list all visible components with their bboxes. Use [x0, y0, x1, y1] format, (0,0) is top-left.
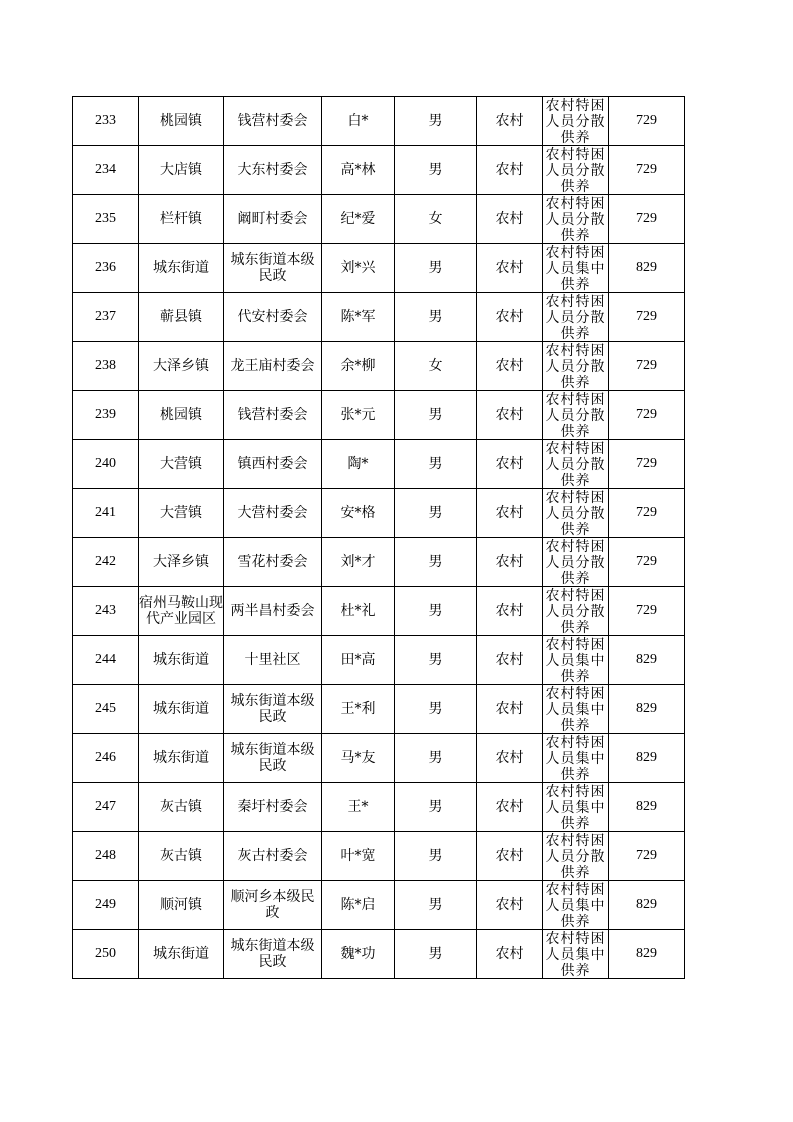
serial-number-cell: 239: [73, 391, 139, 440]
table-row: [73, 538, 685, 587]
support-type-text: 农村特困人员集中供养: [545, 784, 606, 831]
gender-cell: 男: [395, 636, 477, 685]
township-cell: 大营镇: [139, 489, 224, 538]
amount-cell: 729: [609, 587, 685, 636]
support-type-text: 农村特困人员集中供养: [545, 931, 606, 978]
residence-type-cell: 农村: [477, 685, 543, 734]
person-name-cell: 王*: [322, 783, 395, 832]
person-name-cell: 陈*启: [322, 881, 395, 930]
residence-type-cell: 农村: [477, 832, 543, 881]
village-unit-cell: 顺河乡本级民政: [224, 881, 322, 930]
village-unit-cell: 大营村委会: [224, 489, 322, 538]
support-type-cell: [543, 293, 609, 342]
amount-cell: 829: [609, 636, 685, 685]
serial-number-cell: 234: [73, 146, 139, 195]
gender-cell: 男: [395, 293, 477, 342]
residence-type-cell: 农村: [477, 244, 543, 293]
support-type-text: 农村特困人员分散供养: [545, 343, 606, 390]
support-type-cell: [543, 342, 609, 391]
recipient-table: [72, 96, 685, 979]
township-cell: 蕲县镇: [139, 293, 224, 342]
village-unit-cell: 两半昌村委会: [224, 587, 322, 636]
serial-number-cell: 245: [73, 685, 139, 734]
residence-type-cell: 农村: [477, 538, 543, 587]
serial-number-cell: 246: [73, 734, 139, 783]
person-name-cell: 余*柳: [322, 342, 395, 391]
residence-type-cell: 农村: [477, 489, 543, 538]
gender-cell: 男: [395, 391, 477, 440]
gender-cell: 男: [395, 146, 477, 195]
support-type-cell: [543, 734, 609, 783]
support-type-cell: [543, 440, 609, 489]
gender-cell: 男: [395, 685, 477, 734]
amount-cell: 829: [609, 685, 685, 734]
person-name-cell: 安*格: [322, 489, 395, 538]
support-type-cell: [543, 685, 609, 734]
support-type-cell: [543, 587, 609, 636]
person-name-cell: 高*林: [322, 146, 395, 195]
serial-number-cell: 235: [73, 195, 139, 244]
table-row: [73, 97, 685, 146]
table-body: [73, 97, 685, 979]
village-unit-cell: 城东街道本级民政: [224, 734, 322, 783]
serial-number-cell: 249: [73, 881, 139, 930]
village-unit-cell: 大东村委会: [224, 146, 322, 195]
amount-cell: 729: [609, 832, 685, 881]
table-row: [73, 636, 685, 685]
gender-cell: 男: [395, 538, 477, 587]
support-type-text: 农村特困人员分散供养: [545, 441, 606, 488]
support-type-cell: [543, 881, 609, 930]
person-name-cell: 陈*军: [322, 293, 395, 342]
support-type-cell: [543, 783, 609, 832]
table-row: [73, 930, 685, 979]
amount-cell: 829: [609, 783, 685, 832]
village-unit-cell: 钱营村委会: [224, 391, 322, 440]
village-unit-cell: 阚町村委会: [224, 195, 322, 244]
table-row: [73, 734, 685, 783]
village-unit-cell: 雪花村委会: [224, 538, 322, 587]
township-cell: 大营镇: [139, 440, 224, 489]
support-type-cell: [543, 489, 609, 538]
residence-type-cell: 农村: [477, 146, 543, 195]
township-cell: 桃园镇: [139, 391, 224, 440]
amount-cell: 729: [609, 538, 685, 587]
table-row: [73, 391, 685, 440]
support-type-text: 农村特困人员分散供养: [545, 147, 606, 194]
person-name-cell: 纪*爱: [322, 195, 395, 244]
table-row: [73, 685, 685, 734]
serial-number-cell: 248: [73, 832, 139, 881]
table-row: [73, 832, 685, 881]
gender-cell: 男: [395, 244, 477, 293]
table-row: [73, 489, 685, 538]
gender-cell: 女: [395, 195, 477, 244]
support-type-text: 农村特困人员集中供养: [545, 245, 606, 292]
residence-type-cell: 农村: [477, 881, 543, 930]
residence-type-cell: 农村: [477, 636, 543, 685]
table-row: [73, 293, 685, 342]
table-row: [73, 587, 685, 636]
township-cell: 大泽乡镇: [139, 342, 224, 391]
support-type-text: 农村特困人员分散供养: [545, 392, 606, 439]
residence-type-cell: 农村: [477, 97, 543, 146]
amount-cell: 729: [609, 97, 685, 146]
township-cell: 灰古镇: [139, 832, 224, 881]
support-type-cell: [543, 195, 609, 244]
support-type-text: 农村特困人员分散供养: [545, 294, 606, 341]
person-name-cell: 马*友: [322, 734, 395, 783]
village-unit-cell: 城东街道本级民政: [224, 244, 322, 293]
gender-cell: 男: [395, 881, 477, 930]
amount-cell: 829: [609, 244, 685, 293]
gender-cell: 男: [395, 440, 477, 489]
person-name-cell: 叶*宽: [322, 832, 395, 881]
amount-cell: 729: [609, 489, 685, 538]
residence-type-cell: 农村: [477, 734, 543, 783]
support-type-cell: [543, 244, 609, 293]
support-type-text: 农村特困人员分散供养: [545, 196, 606, 243]
gender-cell: 男: [395, 930, 477, 979]
serial-number-cell: 236: [73, 244, 139, 293]
person-name-cell: 陶*: [322, 440, 395, 489]
support-type-cell: [543, 636, 609, 685]
support-type-text: 农村特困人员分散供养: [545, 539, 606, 586]
person-name-cell: 刘*才: [322, 538, 395, 587]
residence-type-cell: 农村: [477, 293, 543, 342]
township-cell: 大泽乡镇: [139, 538, 224, 587]
support-type-text: 农村特困人员分散供养: [545, 98, 606, 145]
serial-number-cell: 247: [73, 783, 139, 832]
support-type-text: 农村特困人员集中供养: [545, 735, 606, 782]
person-name-cell: 刘*兴: [322, 244, 395, 293]
person-name-cell: 杜*礼: [322, 587, 395, 636]
serial-number-cell: 241: [73, 489, 139, 538]
village-unit-cell: 城东街道本级民政: [224, 930, 322, 979]
gender-cell: 男: [395, 97, 477, 146]
amount-cell: 829: [609, 881, 685, 930]
gender-cell: 男: [395, 832, 477, 881]
residence-type-cell: 农村: [477, 391, 543, 440]
village-unit-cell: 钱营村委会: [224, 97, 322, 146]
residence-type-cell: 农村: [477, 587, 543, 636]
residence-type-cell: 农村: [477, 440, 543, 489]
table-row: [73, 244, 685, 293]
residence-type-cell: 农村: [477, 342, 543, 391]
village-unit-cell: 灰古村委会: [224, 832, 322, 881]
support-type-cell: [543, 930, 609, 979]
serial-number-cell: 240: [73, 440, 139, 489]
village-unit-cell: 十里社区: [224, 636, 322, 685]
table-row: [73, 881, 685, 930]
support-type-cell: [543, 832, 609, 881]
amount-cell: 729: [609, 440, 685, 489]
township-cell: 城东街道: [139, 244, 224, 293]
support-type-cell: [543, 97, 609, 146]
residence-type-cell: 农村: [477, 195, 543, 244]
support-type-text: 农村特困人员分散供养: [545, 833, 606, 880]
village-unit-cell: 代安村委会: [224, 293, 322, 342]
support-type-text: 农村特困人员集中供养: [545, 637, 606, 684]
township-cell: 城东街道: [139, 685, 224, 734]
amount-cell: 829: [609, 930, 685, 979]
table-row: [73, 783, 685, 832]
table-row: [73, 440, 685, 489]
table-row: [73, 342, 685, 391]
village-unit-cell: 城东街道本级民政: [224, 685, 322, 734]
person-name-cell: 张*元: [322, 391, 395, 440]
township-cell: 城东街道: [139, 930, 224, 979]
amount-cell: 729: [609, 293, 685, 342]
support-type-cell: [543, 146, 609, 195]
township-cell: 顺河镇: [139, 881, 224, 930]
serial-number-cell: 243: [73, 587, 139, 636]
township-cell: 城东街道: [139, 734, 224, 783]
gender-cell: 男: [395, 489, 477, 538]
serial-number-cell: 233: [73, 97, 139, 146]
amount-cell: 729: [609, 146, 685, 195]
support-type-text: 农村特困人员分散供养: [545, 490, 606, 537]
person-name-cell: 魏*功: [322, 930, 395, 979]
residence-type-cell: 农村: [477, 783, 543, 832]
gender-cell: 男: [395, 587, 477, 636]
village-unit-cell: 秦圩村委会: [224, 783, 322, 832]
serial-number-cell: 250: [73, 930, 139, 979]
person-name-cell: 田*高: [322, 636, 395, 685]
township-cell: 宿州马鞍山现代产业园区: [139, 587, 224, 636]
gender-cell: 男: [395, 734, 477, 783]
support-type-cell: [543, 538, 609, 587]
village-unit-cell: 龙王庙村委会: [224, 342, 322, 391]
recipient-table-page: [72, 96, 684, 979]
amount-cell: 729: [609, 195, 685, 244]
person-name-cell: 王*利: [322, 685, 395, 734]
support-type-text: 农村特困人员集中供养: [545, 882, 606, 929]
amount-cell: 729: [609, 342, 685, 391]
support-type-text: 农村特困人员集中供养: [545, 686, 606, 733]
amount-cell: 729: [609, 391, 685, 440]
support-type-text: 农村特困人员分散供养: [545, 588, 606, 635]
support-type-cell: [543, 391, 609, 440]
table-row: [73, 195, 685, 244]
township-cell: 桃园镇: [139, 97, 224, 146]
village-unit-cell: 镇西村委会: [224, 440, 322, 489]
township-cell: 城东街道: [139, 636, 224, 685]
serial-number-cell: 244: [73, 636, 139, 685]
gender-cell: 女: [395, 342, 477, 391]
serial-number-cell: 242: [73, 538, 139, 587]
amount-cell: 829: [609, 734, 685, 783]
township-cell: 大店镇: [139, 146, 224, 195]
township-cell: 栏杆镇: [139, 195, 224, 244]
table-row: [73, 146, 685, 195]
gender-cell: 男: [395, 783, 477, 832]
person-name-cell: 白*: [322, 97, 395, 146]
township-cell: 灰古镇: [139, 783, 224, 832]
serial-number-cell: 238: [73, 342, 139, 391]
residence-type-cell: 农村: [477, 930, 543, 979]
serial-number-cell: 237: [73, 293, 139, 342]
